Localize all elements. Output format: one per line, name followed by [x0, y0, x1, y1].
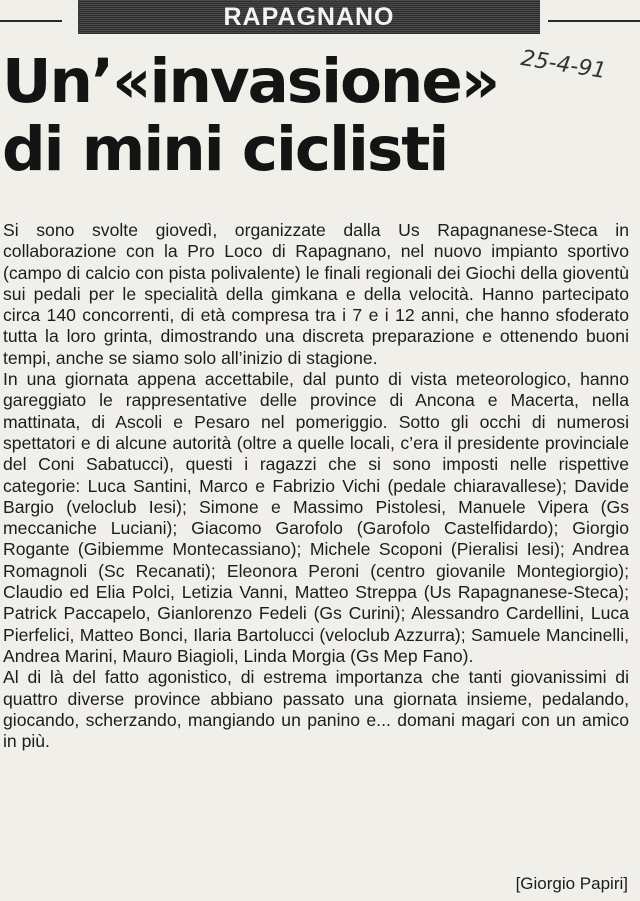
article-body [3, 220, 629, 752]
author-signature: [Giorgio Papiri] [515, 874, 628, 893]
kicker-rule-left [0, 20, 62, 22]
headline-line-1: Un’«invasione» [2, 46, 499, 117]
headline [2, 48, 522, 184]
kicker-rule-right [548, 20, 640, 22]
paragraph-1: Si sono svolte giovedì, organizzate dalla Us Rapagnanese-Steca in collaborazione con la Pro Loco di Rapagnano, nel nuovo impianto sportivo (campo di calcio con pista polivalente) le finali regionali dei Giochi della gioventù sui pedali per le specialità della gimkana e della velocità. Hanno partecipato circa 140 concorrenti, di età compresa tra i 7 e i 12 anni, che hanno sfoderato tutta la loro grinta, dimostrando una discreta preparazione e ottenendo buoni tempi, anche se siamo solo all’inizio di stagione. [3, 220, 629, 368]
section-kicker [78, 0, 540, 34]
kicker-label: RAPAGNANO [223, 2, 395, 31]
handwritten-date: 25-4-91 [519, 46, 608, 85]
paragraph-3: Al di là del fatto agonistico, di estrema importanza che tanti giovanissimi di quattro diverse province abbiano passato una giornata insieme, pedalando, giocando, scherzando, mangiando un panino e... domani magari con un amico in più. [3, 667, 629, 752]
headline-line-2: di mini ciclisti [2, 114, 448, 185]
paragraph-2: In una giornata appena accettabile, dal punto di vista meteorologico, hanno gareggiato le rappresentative delle province di Ancona e Macerta, nella mattinata, di Ascoli e Pesaro nel pomeriggio. Sotto gli occhi di numerosi spettatori e di alcune autorità (oltre a quelle locali, c’era il presidente provinciale del Coni Sabatucci), questi i ragazzi che si sono imposti nelle rispettive categorie: Luca Santini, Marco e Fabrizio Vichi (pedale chiaravallese); Davide Bargio (veloclub Iesi); Simone e Massimo Pistolesi, Manuele Vipera (Gs meccaniche Luciani); Giacomo Garofolo (Garofolo Castelfidardo); Giorgio Rogante (Gibiemme Montecassiano); Michele Scoponi (Pieralisi Iesi); Andrea Romagnoli (Sc Recanati); Eleonora Peroni (centro giovanile Montegiorgio); Claudio ed Elia Polci, Letizia Vanni, Matteo Streppa (Us Rapagnanese-Steca); Patrick Paccapelo, Gianlorenzo Fedeli (Gs Curini); Alessandro Cardellini, Luca Pierfelici, Matteo Bonci, Ilaria Bartolucci (veloclub Azzurra); Samuele Mancinelli, Andrea Marini, Mauro Biagioli, Linda Morgia (Gs Mep Fano). [3, 369, 629, 666]
